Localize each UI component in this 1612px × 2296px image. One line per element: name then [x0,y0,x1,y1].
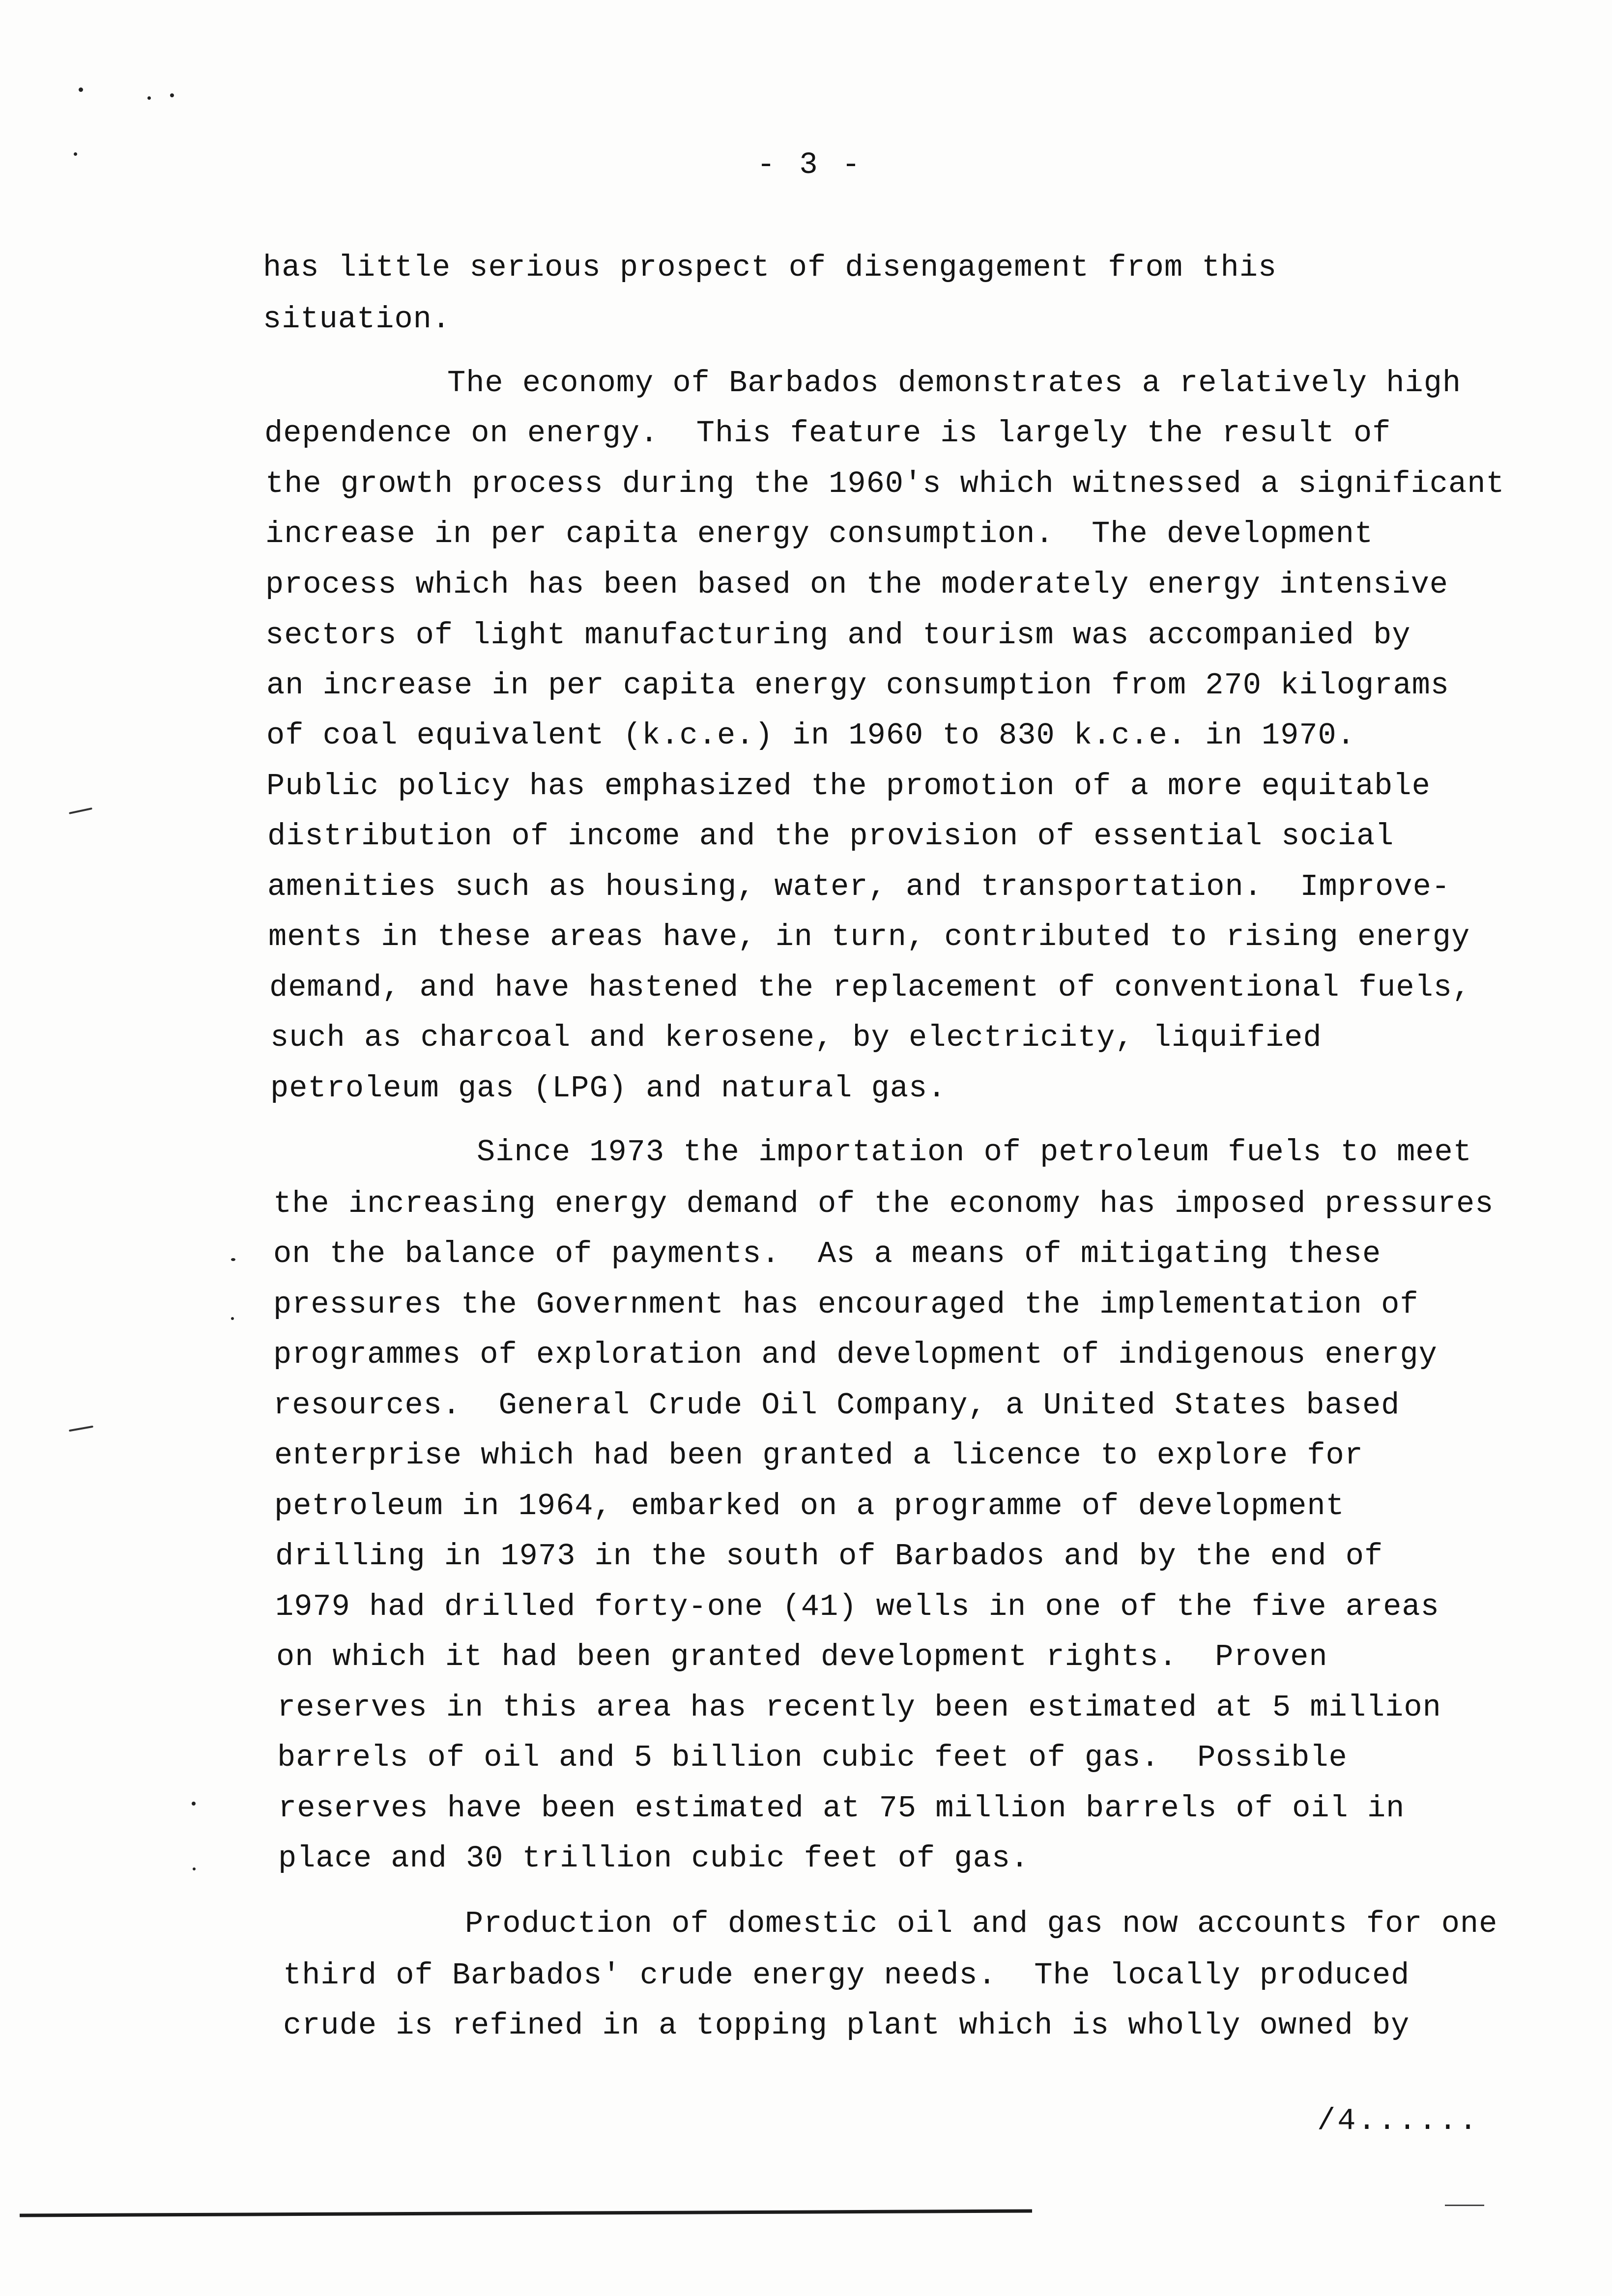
text-line: reserves in this area has recently been estimated at 5 million [277,1690,1441,1725]
text-line: barrels of oil and 5 billion cubic feet of gas. Possible [277,1740,1348,1775]
text-line: the growth process during the 1960's which witnessed a significant [265,466,1505,501]
scan-speck [147,96,151,100]
scan-speck [192,1802,196,1806]
text-line: such as charcoal and kerosene, by electricity, liquified [270,1020,1322,1055]
text-line: increase in per capita energy consumption. The development [265,517,1374,551]
text-line: petroleum gas (LPG) and natural gas. [270,1071,947,1106]
scan-speck [231,1317,234,1320]
continuation-marker: /4...... [1317,2103,1479,2138]
scan-speck [170,93,174,97]
text-line: amenities such as housing, water, and transportation. Improve- [267,869,1450,904]
text-line: third of Barbados' crude energy needs. The locally produced [283,1958,1410,1993]
text-line: of coal equivalent (k.c.e.) in 1960 to 830 k.c.e. in 1970. [266,718,1355,753]
text-line: petroleum in 1964, embarked on a programme of development [274,1489,1345,1523]
text-line: on which it had been granted development rights. Proven [276,1639,1328,1674]
scan-speck [193,1867,196,1870]
text-line: resources. General Crude Oil Company, a United States based [273,1388,1400,1423]
text-line: distribution of income and the provision of essential social [267,819,1394,854]
text-line: Since 1973 the importation of petroleum fuels to meet [477,1135,1472,1170]
text-line: dependence on energy. This feature is largely the result of [264,416,1391,451]
scan-speck [231,1258,235,1261]
text-line: crude is refined in a topping plant which is wholly owned by [283,2008,1410,2043]
text-line: place and 30 trillion cubic feet of gas. [278,1841,1030,1876]
text-line: an increase in per capita energy consumption from 270 kilograms [266,668,1449,703]
text-line: situation. [263,302,451,337]
text-line: 1979 had drilled forty-one (41) wells in one of the five areas [275,1589,1439,1624]
text-line: Production of domestic oil and gas now accounts for one [465,1906,1498,1941]
text-line: enterprise which had been granted a licence to explore for [274,1438,1363,1473]
bottom-rule [20,2210,1032,2217]
text-line: programmes of exploration and development of indigenous energy [273,1337,1438,1372]
text-line: ments in these areas have, in turn, contributed to rising energy [268,919,1470,954]
scan-mark [69,1426,93,1432]
text-line: the increasing energy demand of the economy has imposed pressures [273,1186,1494,1221]
text-line: has little serious prospect of disengagement from this [263,250,1277,285]
page-number: - 3 - [757,147,864,182]
text-line: drilling in 1973 in the south of Barbados and by the end of [275,1539,1383,1574]
text-line: sectors of light manufacturing and tourism was accompanied by [265,618,1411,653]
text-line: The economy of Barbados demonstrates a relatively high [447,366,1462,401]
bottom-rule-fragment [1445,2205,1484,2206]
text-line: demand, and have hastened the replacement of conventional fuels, [269,970,1471,1005]
text-line: pressures the Government has encouraged the implementation of [273,1287,1419,1322]
text-line: Public policy has emphasized the promotion of a more equitable [266,769,1431,804]
scan-speck [74,152,77,156]
text-line: reserves have been estimated at 75 million barrels of oil in [278,1791,1405,1826]
text-line: process which has been based on the moderately energy intensive [265,567,1448,602]
scan-mark [69,807,92,814]
text-line: on the balance of payments. As a means of mitigating these [273,1236,1382,1271]
scan-speck [79,87,83,92]
